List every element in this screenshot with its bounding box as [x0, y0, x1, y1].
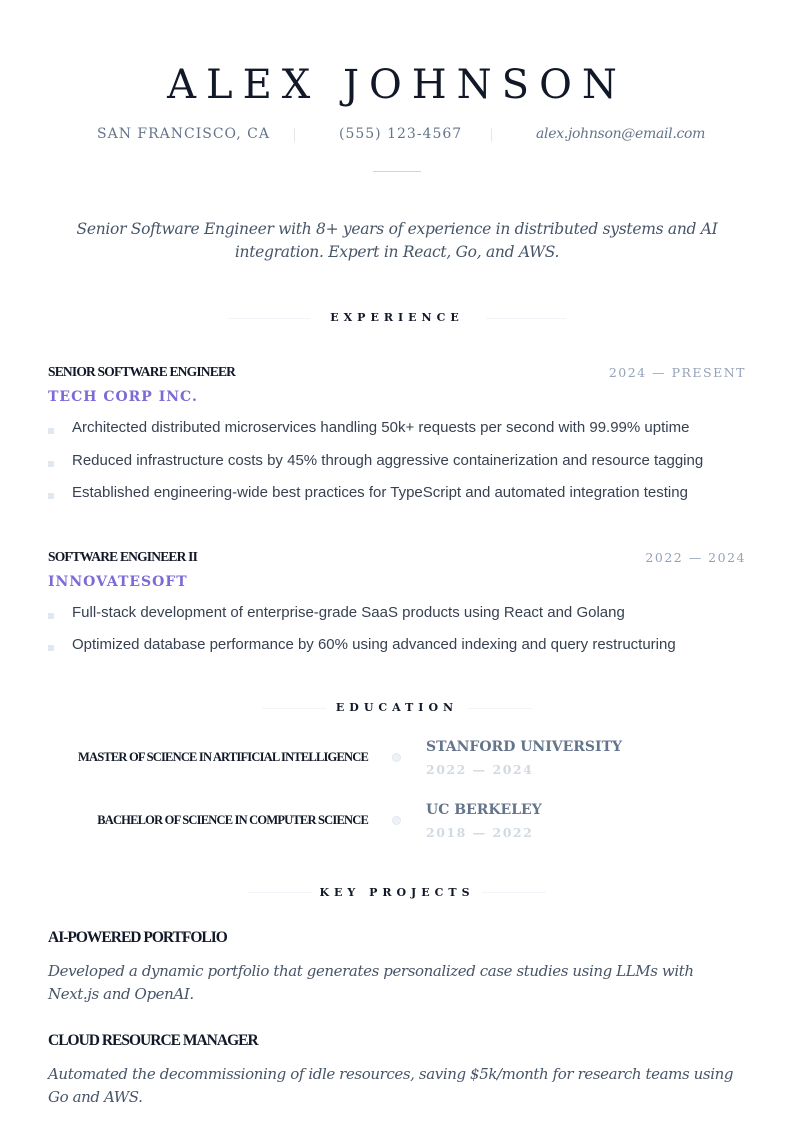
project-description: Developed a dynamic portfolio that generates personalized case studies using LLMs with Next.js and OpenAI. [48, 962, 694, 1003]
school-name: UC BERKELEY [426, 802, 542, 818]
education-years: 2018 — 2022 [426, 825, 534, 840]
school-name: STANFORD UNIVERSITY [426, 739, 622, 755]
company-name: TECH CORP INC. [48, 389, 198, 405]
bullet-icon [48, 645, 54, 651]
project-title: CLOUD RESOURCE MANAGER [48, 1032, 258, 1049]
bullet-text: Architected distributed microservices handling 50k+ requests per second with 99.99% uptime [72, 419, 690, 436]
project-description: Automated the decommissioning of idle resources, saving $5k/month for research teams using Go and AWS. [48, 1065, 734, 1106]
bullet-text: Full-stack development of enterprise-grade SaaS products using React and Golang [72, 604, 625, 621]
professional-summary: Senior Software Engineer with 8+ years of experience in distributed systems and AI integration. Expert in React, Go, and AWS. [76, 220, 718, 261]
section-heading-experience: EXPERIENCE [330, 311, 464, 324]
section-rule [486, 318, 566, 319]
education-years: 2022 — 2024 [426, 762, 534, 777]
degree-name: BACHELOR OF SCIENCE IN COMPUTER SCIENCE [97, 813, 368, 827]
section-rule [482, 892, 546, 893]
bullet-icon [48, 461, 54, 467]
company-name: INNOVATESOFT [48, 574, 188, 590]
degree-name: MASTER OF SCIENCE IN ARTIFICIAL INTELLIGENCE [77, 750, 368, 764]
bullet-icon [48, 493, 54, 499]
project-title: AI-POWERED PORTFOLIO [48, 929, 227, 946]
contact-bar [0, 126, 794, 146]
job-dates: 2024 — PRESENT [608, 365, 746, 380]
bullet-icon [48, 428, 54, 434]
bullet-text: Optimized database performance by 60% using advanced indexing and query restructuring [72, 636, 676, 653]
section-rule [468, 708, 532, 709]
contact-divider [491, 128, 492, 142]
job-dates: 2022 — 2024 [645, 550, 746, 565]
candidate-name: ALEX JOHNSON [167, 62, 627, 108]
bullet-text: Reduced infrastructure costs by 45% through aggressive containerization and resource tagging [72, 452, 704, 469]
contact-divider [294, 128, 295, 142]
contact-email[interactable]: alex.johnson@email.com [536, 126, 706, 142]
section-heading-projects: KEY PROJECTS [319, 886, 475, 899]
contact-phone: (555) 123-4567 [339, 126, 463, 142]
section-heading-education: EDUCATION [335, 701, 459, 714]
job-title: SENIOR SOFTWARE ENGINEER [48, 364, 236, 379]
bullet-icon [48, 613, 54, 619]
bullet-text: Established engineering-wide best practices for TypeScript and automated integration testing [72, 484, 688, 501]
contact-location: SAN FRANCISCO, CA [97, 126, 270, 142]
job-title: SOFTWARE ENGINEER II [48, 549, 198, 564]
header-divider [373, 171, 421, 172]
timeline-dot-icon [392, 753, 401, 762]
timeline-dot-icon [392, 816, 401, 825]
